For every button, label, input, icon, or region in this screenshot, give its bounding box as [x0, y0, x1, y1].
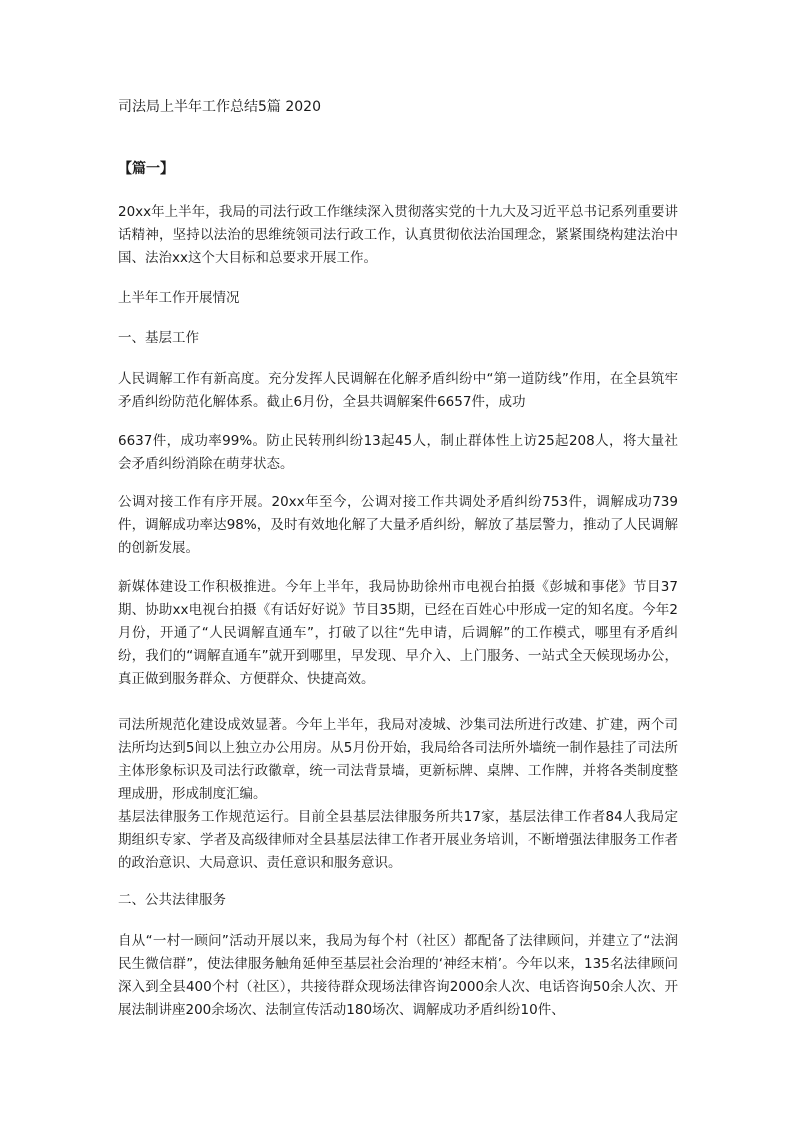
standardization-paragraph: 司法所规范化建设成效显著。今年上半年，我局对凌城、沙集司法所进行改建、扩建，两个司法所均达到5间以上独立办公用房。从5月份开始，我局给各司法所外墙统一制作悬挂了司法所主体形象标识及司法行政徽章，统一司法背景墙，更新标牌、桌牌、工作牌，并将各类制度整理成册，形成制度汇编。 [118, 717, 678, 802]
docking-paragraph: 公调对接工作有序开展。20xx年至今，公调对接工作共调处矛盾纠纷753件，调解成功739件，调解成功率达98%，及时有效地化解了大量矛盾纠纷，解放了基层警力，推动了人民调解的创新发展。 [118, 494, 678, 556]
progress-heading: 上半年工作开展情况 [118, 290, 240, 306]
grassroots-heading: 一、基层工作 [118, 330, 199, 346]
document-title: 司法局上半年工作总结5篇 2020 [118, 99, 321, 115]
section-heading: 【篇一】 [118, 161, 174, 177]
legal-service-paragraph: 基层法律服务工作规范运行。目前全县基层法律服务所共17家，基层法律工作者84人我局定期组织专家、学者及高级律师对全县基层法律工作者开展业务培训，不断增强法律服务工作者的政治意识、大局意识、责任意识和服务意识。 [118, 809, 678, 871]
village-advisor-paragraph: 自从“一村一顾问”活动开展以来，我局为每个村（社区）都配备了法律顾问，并建立了“法润民生微信群”，使法律服务触角延伸至基层社会治理的‘神经末梢’。今年以来，135名法律顾问深入到全县400个村（社区），共接待群众现场法律咨询2000余人次、电话咨询50余人次、开展法制讲座200余场次、法制宣传活动180场次、调解成功矛盾纠纷10件、 [118, 933, 678, 1018]
intro-paragraph: 20xx年上半年，我局的司法行政工作继续深入贯彻落实党的十九大及习近平总书记系列重要讲话精神，坚持以法治的思维统领司法行政工作，认真贯彻依法治国理念，紧紧围绕构建法治中国、法治xx这个大目标和总要求开展工作。 [118, 204, 678, 266]
new-media-paragraph: 新媒体建设工作积极推进。今年上半年，我局协助徐州市电视台拍摄《彭城和事佬》节目37期、协助xx电视台拍摄《有话好好说》节目35期，已经在百姓心中形成一定的知名度。今年2月份，开通了“人民调解直通车”，打破了以往“先申请，后调解”的工作模式，哪里有矛盾纠纷，我们的“调解直通车”就开到哪里，早发现、早介入、上门服务、一站式全天候现场办公，真正做到服务群众、方便群众、快捷高效。 [118, 579, 678, 687]
public-legal-heading: 二、公共法律服务 [118, 892, 226, 908]
mediation-paragraph: 人民调解工作有新高度。充分发挥人民调解在化解矛盾纠纷中“第一道防线”作用，在全县筑牢矛盾纠纷防范化解体系。截止6月份，全县共调解案件6657件，成功 [118, 371, 678, 410]
mediation-continued-paragraph: 6637件，成功率99%。防止民转刑纠纷13起45人，制止群体性上访25起208人，将大量社会矛盾纠纷消除在萌芽状态。 [118, 433, 678, 472]
